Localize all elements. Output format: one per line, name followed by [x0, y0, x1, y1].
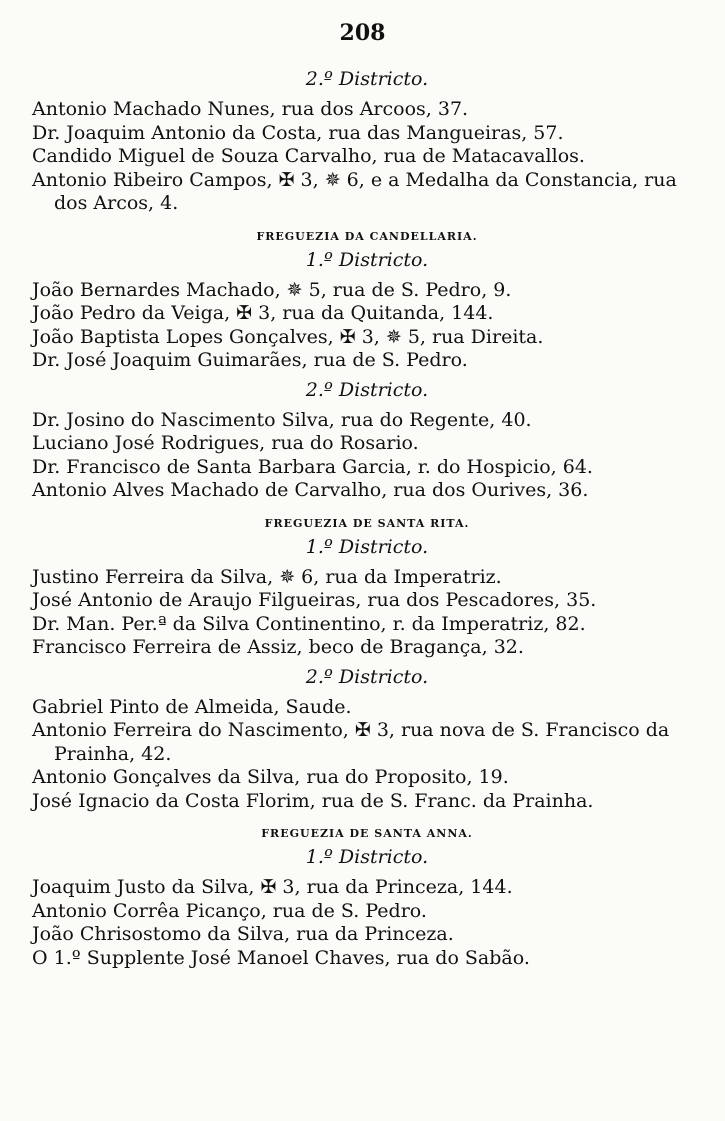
page-number: 208 — [339, 20, 386, 46]
list-entry: Candido Miguel de Souza Carvalho, rua de Matacavallos. — [32, 145, 585, 167]
district-heading: 2.º Districto. — [305, 665, 429, 688]
list-entry: Dr. Man. Per.ª da Silva Continentino, r. da Imperatriz, 82. — [32, 612, 586, 635]
list-entry: João Chrisostomo da Silva, rua da Princeza. — [32, 923, 454, 945]
list-entry: O 1.º Supplente José Manoel Chaves, rua do Sabão. — [32, 946, 530, 969]
document-body — [32, 62, 702, 970]
list-entry: Justino Ferreira da Silva, ✵ 6, rua da Imperatriz. — [32, 565, 502, 588]
district-heading: 1.º Districto. — [305, 535, 429, 558]
list-entry: Antonio Alves Machado de Carvalho, rua dos Ourives, 36. — [32, 479, 589, 501]
list-entry: Antonio Machado Nunes, rua dos Arcoos, 37. — [32, 98, 469, 120]
list-entry: José Antonio de Araujo Filgueiras, rua dos Pescadores, 35. — [32, 589, 597, 611]
district-heading: 2.º Districto. — [305, 68, 429, 90]
list-entry: João Baptista Lopes Gonçalves, ✠ 3, ✵ 5, rua Direita. — [32, 325, 544, 348]
district-heading: 2.º Districto. — [305, 378, 429, 401]
list-entry: Gabriel Pinto de Almeida, Saude. — [32, 695, 352, 718]
list-entry: Dr. Josino do Nascimento Silva, rua do Regente, 40. — [32, 408, 532, 431]
list-entry: Luciano José Rodrigues, rua do Rosario. — [32, 432, 419, 454]
list-entry: João Pedro da Veiga, ✠ 3, rua da Quitanda, 144. — [32, 302, 494, 324]
list-entry: Antonio Ribeiro Campos, ✠ 3, ✵ 6, e a Medalha da Constancia, rua dos Arcos, 4. — [32, 168, 677, 214]
entry-list — [32, 409, 702, 503]
district-heading: 1.º Districto. — [305, 248, 429, 271]
entry-list — [32, 876, 702, 970]
list-entry: Antonio Corrêa Picanço, rua de S. Pedro. — [32, 899, 427, 922]
district-heading: 1.º Districto. — [305, 846, 429, 868]
list-entry: João Bernardes Machado, ✵ 5, rua de S. Pedro, 9. — [32, 278, 512, 301]
list-entry: Antonio Gonçalves da Silva, rua do Proposito, 19. — [32, 766, 509, 788]
parish-heading: FREGUEZIA DA CANDELLARIA. — [256, 229, 478, 243]
entry-list — [32, 279, 702, 373]
list-entry: Antonio Ferreira do Nascimento, ✠ 3, rua nova de S. Francisco da Prainha, 42. — [32, 719, 670, 765]
parish-heading: FREGUEZIA DE SANTA RITA. — [264, 516, 470, 530]
entry-list — [32, 696, 702, 814]
list-entry: Dr. Francisco de Santa Barbara Garcia, r. do Hospicio, 64. — [32, 455, 593, 478]
list-entry: Dr. Joaquim Antonio da Costa, rua das Mangueiras, 57. — [32, 121, 564, 144]
list-entry: Joaquim Justo da Silva, ✠ 3, rua da Princeza, 144. — [32, 876, 513, 898]
list-entry: José Ignacio da Costa Florim, rua de S. Franc. da Prainha. — [32, 789, 594, 812]
list-entry: Dr. José Joaquim Guimarães, rua de S. Pedro. — [32, 349, 468, 371]
entry-list — [32, 566, 702, 660]
list-entry: Francisco Ferreira de Assiz, beco de Bragança, 32. — [32, 636, 524, 658]
parish-heading: FREGUEZIA DE SANTA ANNA. — [261, 827, 473, 840]
entry-list — [32, 98, 702, 216]
